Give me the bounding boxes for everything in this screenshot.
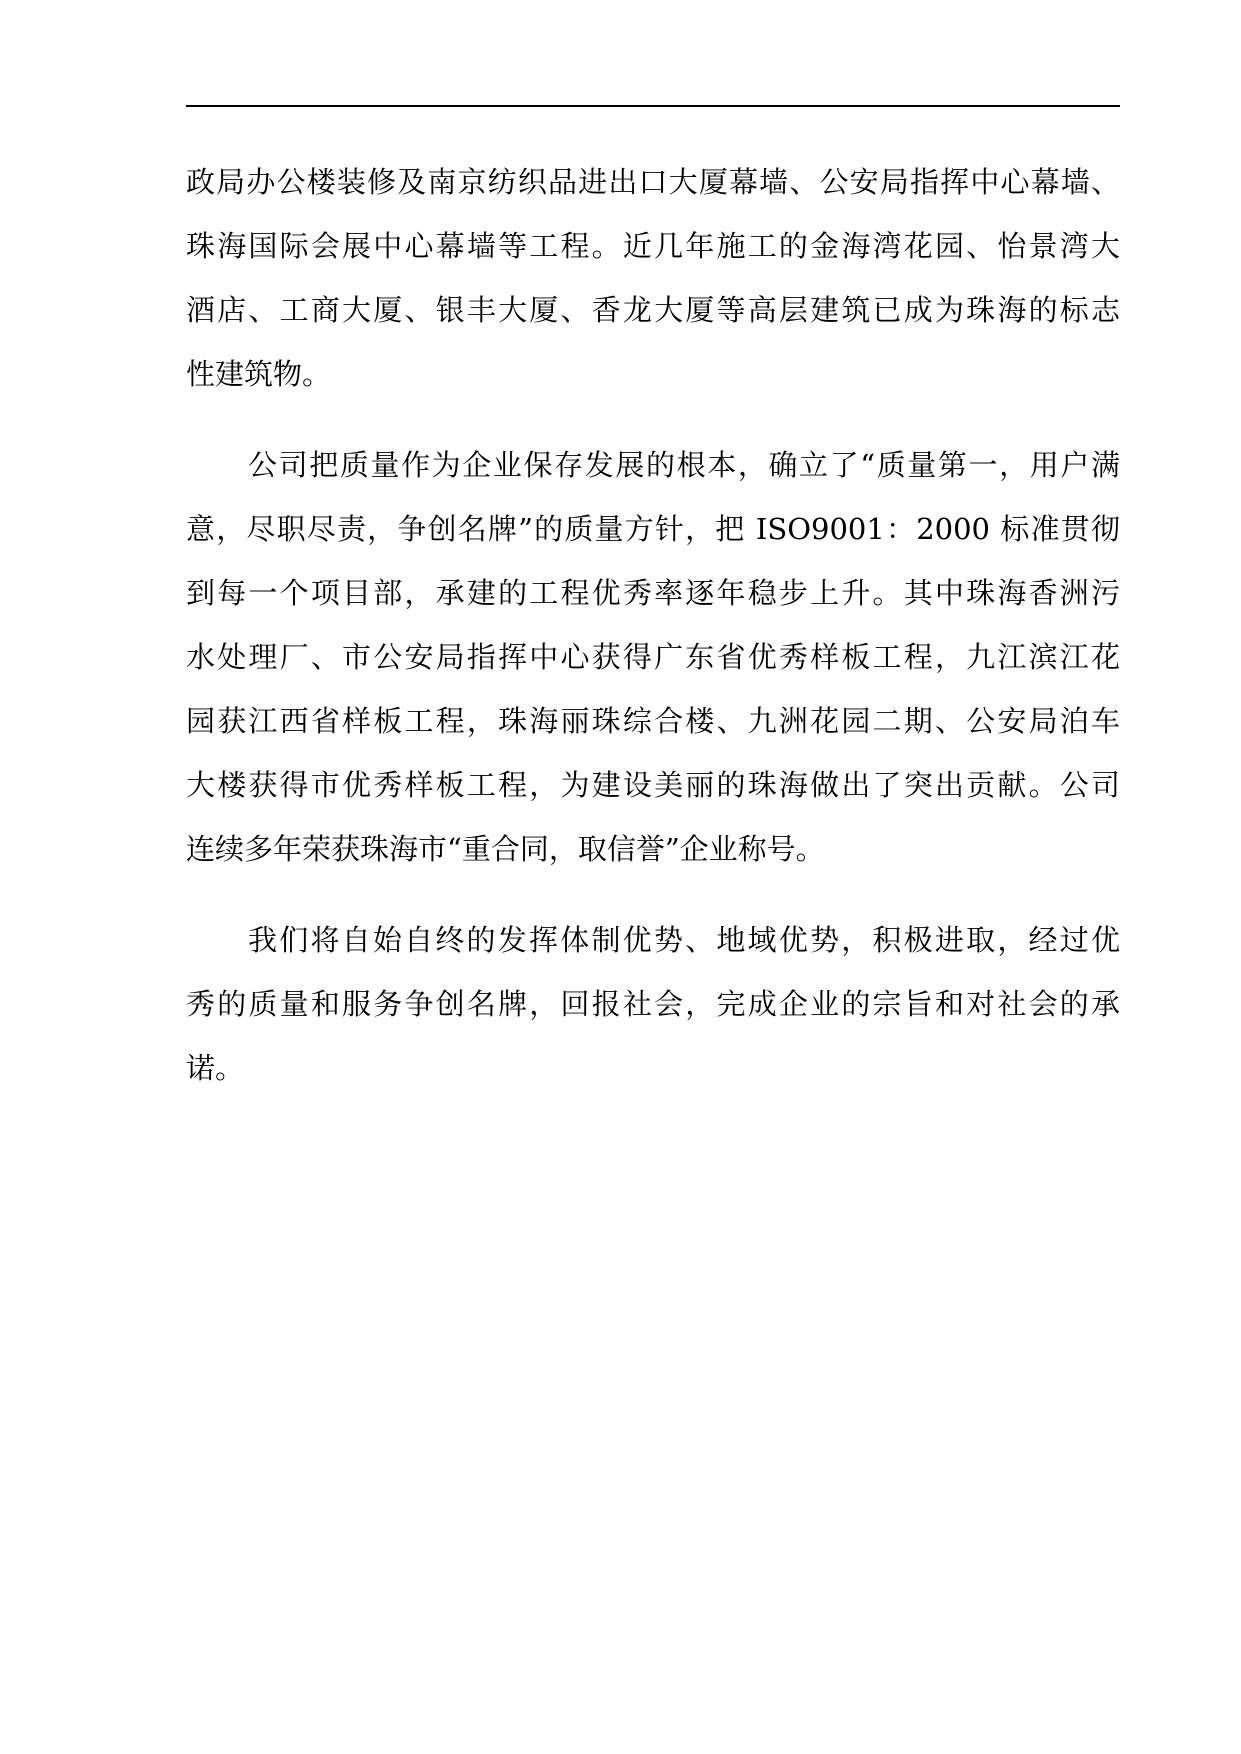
- body-text: [186, 150, 1120, 1127]
- text-line: 意，尽职尽责，争创名牌”的质量方针，把 ISO9001：2000 标准贯彻: [186, 512, 1120, 546]
- text-line: 政局办公楼装修及南京纺织品进出口大厦幕墙、公安局指挥中心幕墙、: [186, 165, 1120, 199]
- text-line: 水处理厂、市公安局指挥中心获得广东省优秀样板工程，九江滨江花: [186, 640, 1120, 674]
- paragraph-3: [186, 908, 1120, 1100]
- text-line: 公司把质量作为企业保存发展的根本，确立了“质量第一，用户满: [248, 448, 1120, 482]
- text-line: 大楼获得市优秀样板工程，为建设美丽的珠海做出了突出贡献。公司: [186, 768, 1120, 802]
- text-line: 性建筑物。: [186, 357, 332, 391]
- text-line: 我们将自始自终的发挥体制优势、地域优势，积极进取，经过优: [248, 923, 1120, 957]
- paragraph-1: [186, 150, 1120, 406]
- text-line: 珠海国际会展中心幕墙等工程。近几年施工的金海湾花园、怡景湾大: [186, 229, 1120, 263]
- header-rule: [186, 105, 1120, 107]
- text-line: 连续多年荣获珠海市“重合同，取信誉”企业称号。: [186, 832, 825, 866]
- text-line: 酒店、工商大厦、银丰大厦、香龙大厦等高层建筑已成为珠海的标志: [186, 293, 1120, 327]
- text-line: 到每一个项目部，承建的工程优秀率逐年稳步上升。其中珠海香洲污: [186, 576, 1120, 610]
- text-line: 诺。: [186, 1051, 245, 1085]
- paragraph-2: [186, 433, 1120, 881]
- text-line: 园获江西省样板工程，珠海丽珠综合楼、九洲花园二期、公安局泊车: [186, 704, 1120, 738]
- text-line: 秀的质量和服务争创名牌，回报社会，完成企业的宗旨和对社会的承: [186, 987, 1120, 1021]
